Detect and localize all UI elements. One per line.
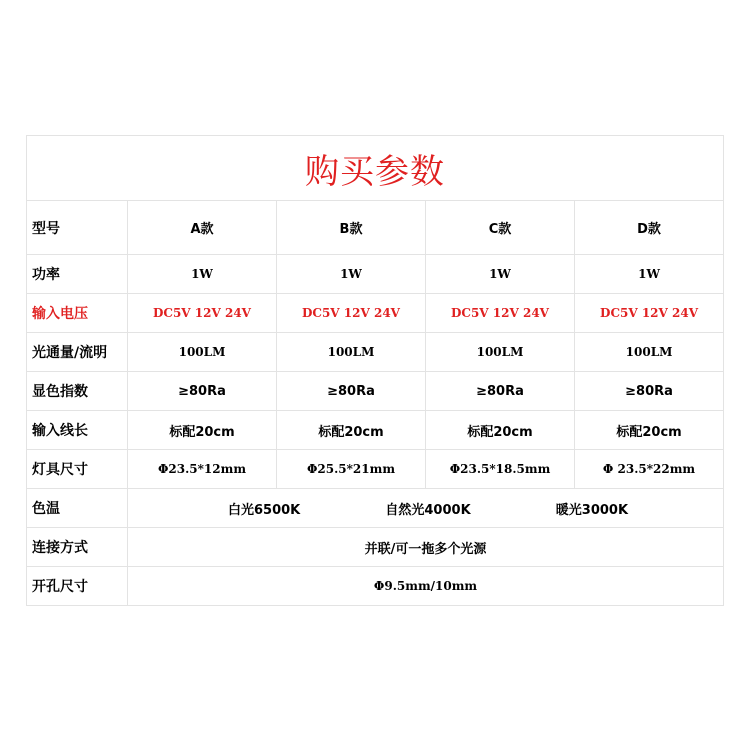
size-a: Φ23.5*12mm [128, 450, 277, 489]
size-label: 灯具尺寸 [27, 450, 128, 489]
cable-a: 标配20cm [128, 411, 277, 450]
size-row [27, 450, 724, 489]
flux-d: 100LM [575, 333, 724, 372]
flux-b: 100LM [277, 333, 426, 372]
power-b: 1W [277, 255, 426, 294]
power-d: 1W [575, 255, 724, 294]
power-label: 功率 [27, 255, 128, 294]
cct-warm: 暖光3000K [555, 502, 629, 518]
page-title: 购买参数 [27, 136, 724, 201]
cri-d: ≥80Ra [575, 372, 724, 411]
connection-value: 并联/可一拖多个光源 [128, 528, 724, 567]
voltage-d: DC5V 12V 24V [575, 294, 724, 333]
hole-label: 开孔尺寸 [27, 567, 128, 606]
connection-label: 连接方式 [27, 528, 128, 567]
voltage-c: DC5V 12V 24V [426, 294, 575, 333]
title-row [27, 136, 724, 201]
voltage-label: 输入电压 [27, 294, 128, 333]
cri-row [27, 372, 724, 411]
model-c: C款 [426, 201, 575, 255]
cri-c: ≥80Ra [426, 372, 575, 411]
size-d: Φ 23.5*22mm [575, 450, 724, 489]
cri-label: 显色指数 [27, 372, 128, 411]
model-label: 型号 [27, 201, 128, 255]
model-b: B款 [277, 201, 426, 255]
voltage-b: DC5V 12V 24V [277, 294, 426, 333]
cct-label: 色温 [27, 489, 128, 528]
model-d: D款 [575, 201, 724, 255]
cable-d: 标配20cm [575, 411, 724, 450]
cct-row [27, 489, 724, 528]
hole-row [27, 567, 724, 606]
cable-b: 标配20cm [277, 411, 426, 450]
cri-b: ≥80Ra [277, 372, 426, 411]
cct-values [128, 489, 724, 528]
voltage-a: DC5V 12V 24V [128, 294, 277, 333]
cct-natural: 自然光4000K [385, 502, 471, 518]
flux-a: 100LM [128, 333, 277, 372]
size-b: Φ25.5*21mm [277, 450, 426, 489]
voltage-row [27, 294, 724, 333]
flux-label: 光通量/流明 [27, 333, 128, 372]
hole-value: Φ9.5mm/10mm [128, 567, 724, 606]
flux-c: 100LM [426, 333, 575, 372]
cct-white: 白光6500K [228, 502, 301, 518]
cri-a: ≥80Ra [128, 372, 277, 411]
power-c: 1W [426, 255, 575, 294]
spec-table [26, 135, 724, 606]
size-c: Φ23.5*18.5mm [426, 450, 575, 489]
model-row [27, 201, 724, 255]
power-a: 1W [128, 255, 277, 294]
model-a: A款 [128, 201, 277, 255]
cable-label: 输入线长 [27, 411, 128, 450]
cable-c: 标配20cm [426, 411, 575, 450]
power-row [27, 255, 724, 294]
connection-row [27, 528, 724, 567]
flux-row [27, 333, 724, 372]
cable-row [27, 411, 724, 450]
